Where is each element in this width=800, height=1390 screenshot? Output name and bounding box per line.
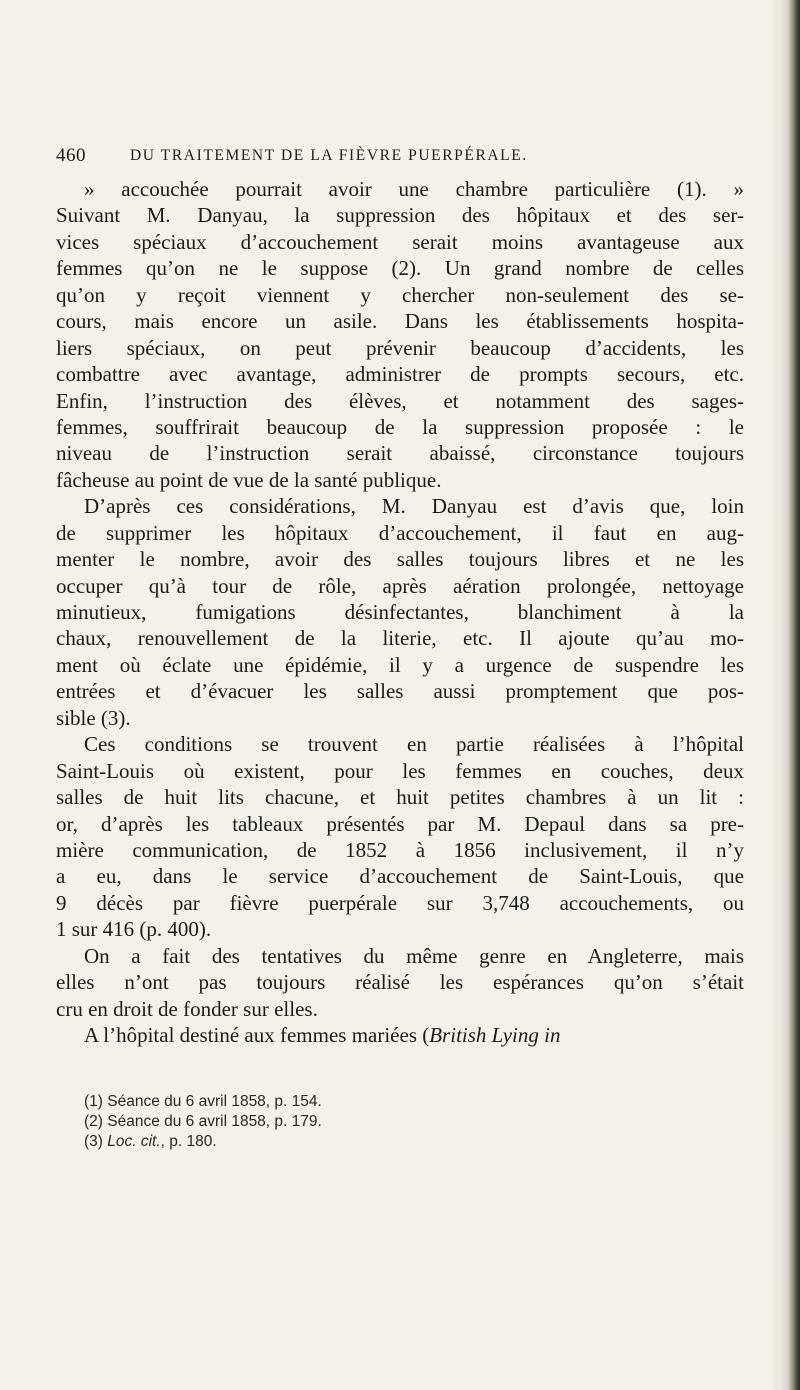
book-page-edge	[778, 0, 800, 1390]
text-line: chaux, renouvellement de la literie, etc. Il ajoute qu’au mo-	[56, 626, 744, 651]
text-line: mière communication, de 1852 à 1856 inclusivement, il n’y	[56, 837, 744, 862]
final-line-italic: British Lying in	[429, 1023, 561, 1047]
text-line: femmes, souffrirait beaucoup de la suppression proposée : le	[56, 414, 744, 439]
text-line: occuper qu’à tour de rôle, après aération prolongée, nettoyage	[56, 573, 744, 598]
page-header	[56, 145, 746, 171]
footnote-3-number: (3)	[84, 1133, 108, 1150]
text-line: or, d’après les tableaux présentés par M. Depaul dans sa pre-	[56, 811, 744, 836]
text-line: Saint-Louis où existent, pour les femmes en couches, deux	[56, 758, 744, 783]
text-line: liers spéciaux, on peut prévenir beaucoup d’accidents, les	[56, 335, 744, 360]
running-title: DU TRAITEMENT DE LA FIÈVRE PUERPÉRALE.	[130, 147, 528, 164]
footnote-1: (1) Séance du 6 avril 1858, p. 154.	[84, 1093, 322, 1110]
text-line: ment où éclate une épidémie, il y a urgence de suspendre les	[56, 652, 744, 677]
text-line: cours, mais encore un asile. Dans les établissements hospita-	[56, 309, 744, 334]
footnote-3-rest: , p. 180.	[160, 1133, 217, 1150]
text-line: entrées et d’évacuer les salles aussi promptement que pos-	[56, 679, 744, 704]
text-line: qu’on y reçoit viennent y chercher non-seulement des se-	[56, 282, 744, 307]
text-line: cru en droit de fonder sur elles.	[56, 996, 318, 1021]
body-text	[56, 176, 744, 1048]
text-line: minutieux, fumigations désinfectantes, blanchiment à la	[56, 600, 744, 624]
page-number: 460	[56, 145, 86, 166]
text-line: niveau de l’instruction serait abaissé, circonstance toujours	[56, 441, 744, 466]
text-line: 1 sur 416 (p. 400).	[56, 917, 212, 942]
text-line: femmes qu’on ne le suppose (2). Un grand nombre de celles	[56, 256, 744, 281]
text-line: elles n’ont pas toujours réalisé les espérances qu’on s’était	[56, 970, 744, 995]
text-line: Ces conditions se trouvent en partie réalisées à l’hôpital	[84, 732, 744, 757]
text-line: fâcheuse au point de vue de la santé publique.	[56, 467, 442, 492]
footnote-3-italic: Loc. cit.	[107, 1133, 161, 1150]
text-line: de supprimer les hôpitaux d’accouchement, il faut en aug-	[56, 520, 744, 545]
final-line-text: A l’hôpital destiné aux femmes mariées (	[84, 1023, 430, 1047]
text-line: Enfin, l’instruction des élèves, et notamment des sages-	[56, 388, 744, 413]
text-line: sible (3).	[56, 705, 131, 730]
text-line-final	[56, 1022, 744, 1048]
footnote-2: (2) Séance du 6 avril 1858, p. 179.	[84, 1113, 322, 1130]
text-line: » accouchée pourrait avoir une chambre particulière (1). »	[84, 177, 744, 201]
text-line: salles de huit lits chacune, et huit petites chambres à un lit :	[56, 785, 744, 810]
text-line: vices spéciaux d’accouchement serait moins avantageuse aux	[56, 229, 744, 254]
text-line: combattre avec avantage, administrer de prompts secours, etc.	[56, 362, 744, 387]
text-line: Suivant M. Danyau, la suppression des hôpitaux et des ser-	[56, 203, 744, 228]
text-line: menter le nombre, avoir des salles toujours libres et ne les	[56, 547, 744, 572]
text-line: On a fait des tentatives du même genre en Angleterre, mais	[84, 943, 744, 968]
footnote-3	[84, 1132, 724, 1152]
text-line: D’après ces considérations, M. Danyau est d’avis que, loin	[84, 494, 744, 519]
footnotes	[84, 1092, 724, 1152]
text-line: 9 décès par fièvre puerpérale sur 3,748 accouchements, ou	[56, 890, 744, 915]
text-line: a eu, dans le service d’accouchement de Saint-Louis, que	[56, 864, 744, 889]
